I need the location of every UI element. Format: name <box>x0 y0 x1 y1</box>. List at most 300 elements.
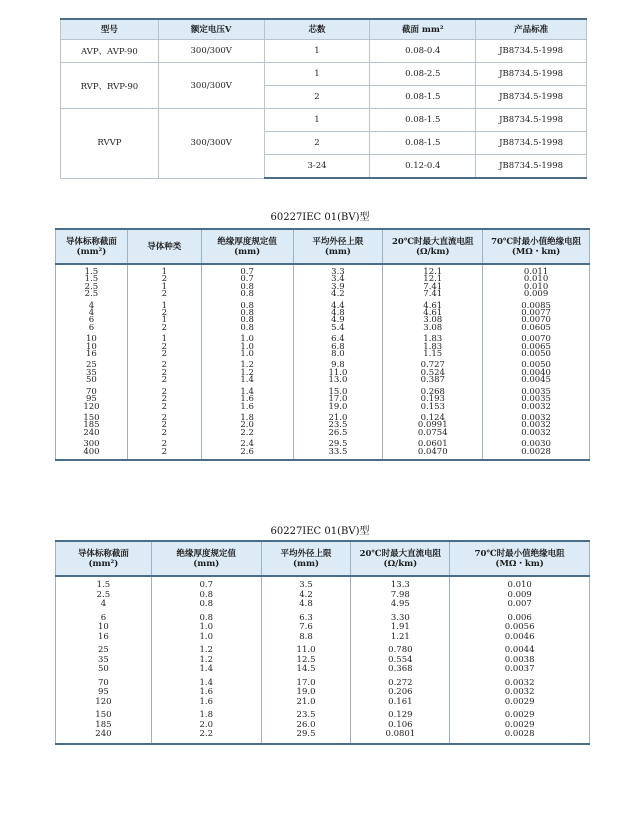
cell-c3: 26.5 <box>293 430 383 437</box>
cell-section: 70 <box>56 675 152 689</box>
cell-section: 95 <box>56 688 152 698</box>
table-row <box>56 325 590 332</box>
column-header-label: 绝缘厚度规定值 <box>176 548 236 559</box>
cell-section: 400 <box>56 449 128 460</box>
cell-section: 6 <box>56 317 128 324</box>
cell-c5: 0.0077 <box>483 310 590 317</box>
column-header <box>450 541 590 576</box>
cell-section: 0.08-1.5 <box>370 132 476 155</box>
cell-c1: 1 <box>127 299 201 310</box>
cell-section: 1.5 <box>56 264 128 276</box>
cell-section: 16 <box>56 633 152 643</box>
cell-c1: 2 <box>127 385 201 396</box>
cell-c2: 0.7 <box>201 264 293 276</box>
cell-c1: 1 <box>127 332 201 343</box>
cell-section: 0.08-2.5 <box>370 63 476 86</box>
cell-c2: 0.8 <box>201 325 293 332</box>
cell-c2: 29.5 <box>261 730 351 744</box>
cell-c5: 0.0050 <box>483 351 590 358</box>
table-row <box>56 411 590 422</box>
cell-c1: 2 <box>127 358 201 369</box>
column-header-label: 70℃时最小值绝缘电阻 <box>474 548 565 559</box>
table-row <box>56 377 590 384</box>
cell-section: 10 <box>56 332 128 343</box>
column-header-label: 平均外径上限 <box>312 236 364 247</box>
cell-section: 16 <box>56 351 128 358</box>
table-row <box>56 675 590 689</box>
cell-c4: 12.1 <box>383 264 483 276</box>
cell-c3: 3.4 <box>293 276 383 283</box>
cell-c5: 0.0032 <box>483 404 590 411</box>
cell-section: 35 <box>56 656 152 666</box>
cell-c3: 3.3 <box>293 264 383 276</box>
cell-c3: 29.5 <box>293 437 383 448</box>
table-row <box>61 40 587 63</box>
cell-c2: 2.6 <box>201 449 293 460</box>
cell-c2: 1.2 <box>201 370 293 377</box>
bv-table <box>55 540 590 745</box>
cell-c5: 0.010 <box>483 276 590 283</box>
cell-c3: 23.5 <box>293 422 383 429</box>
column-header <box>293 229 383 264</box>
cell-c5: 0.0032 <box>483 430 590 437</box>
cell-c4: 4.61 <box>383 299 483 310</box>
cell-c2: 6.3 <box>261 610 351 624</box>
table-row <box>56 385 590 396</box>
table-row <box>61 63 587 86</box>
cell-voltage: 300/300V <box>158 63 264 109</box>
table-row <box>56 430 590 437</box>
cell-c3: 6.8 <box>293 344 383 351</box>
cell-c2: 1.2 <box>201 358 293 369</box>
cell-c4: 0.0056 <box>450 623 590 633</box>
cell-c5: 0.0030 <box>483 437 590 448</box>
cell-c5: 0.0032 <box>483 422 590 429</box>
table-row <box>56 437 590 448</box>
cell-c3: 4.95 <box>351 600 450 610</box>
cell-c4: 1.83 <box>383 344 483 351</box>
cell-section: 0.08-1.5 <box>370 109 476 132</box>
column-header-unit: (Ω/km) <box>383 558 418 569</box>
cell-cores: 1 <box>264 63 370 86</box>
cell-c5: 0.009 <box>483 291 590 298</box>
cell-c4: 0.0044 <box>450 642 590 656</box>
cell-section: 10 <box>56 344 128 351</box>
cell-c3: 4.2 <box>293 291 383 298</box>
cell-c1: 2 <box>127 411 201 422</box>
column-header-label: 20℃时最大直流电阻 <box>359 548 442 559</box>
table-row <box>56 422 590 429</box>
cell-c5: 0.0028 <box>483 449 590 460</box>
cell-c1: 1 <box>127 284 201 291</box>
cell-section: 35 <box>56 370 128 377</box>
cell-c2: 7.6 <box>261 623 351 633</box>
cell-c1: 2.0 <box>151 721 261 731</box>
cell-section: 4 <box>56 310 128 317</box>
cell-c4: 0.0754 <box>383 430 483 437</box>
column-header <box>483 229 590 264</box>
cell-c3: 7.98 <box>351 591 450 601</box>
column-header-unit: (MΩ・km) <box>511 246 561 257</box>
cell-c4: 0.387 <box>383 377 483 384</box>
cell-c3: 0.554 <box>351 656 450 666</box>
column-header <box>151 541 261 576</box>
cell-c1: 2 <box>127 377 201 384</box>
cell-section: 6 <box>56 325 128 332</box>
cell-c4: 0.0601 <box>383 437 483 448</box>
cell-c4: 0.524 <box>383 370 483 377</box>
cell-c4: 0.124 <box>383 411 483 422</box>
column-header <box>261 541 351 576</box>
cell-section: 120 <box>56 698 152 708</box>
cell-section: 185 <box>56 721 152 731</box>
cell-c3: 33.5 <box>293 449 383 460</box>
cell-c2: 0.8 <box>201 291 293 298</box>
cell-c1: 2 <box>127 370 201 377</box>
cell-section: 185 <box>56 422 128 429</box>
cell-c1: 2 <box>127 344 201 351</box>
cell-section: 95 <box>56 396 128 403</box>
cell-cores: 1 <box>264 109 370 132</box>
cell-c4: 0.007 <box>450 600 590 610</box>
cell-c4: 7.41 <box>383 291 483 298</box>
cell-c4: 0.0032 <box>450 688 590 698</box>
cell-c1: 1 <box>127 317 201 324</box>
cell-c1: 1.0 <box>151 623 261 633</box>
cell-section: 50 <box>56 665 152 675</box>
cell-c3: 1.91 <box>351 623 450 633</box>
cell-c2: 4.8 <box>261 600 351 610</box>
cell-section: 240 <box>56 730 152 744</box>
cell-c4: 0.153 <box>383 404 483 411</box>
cell-c4: 0.727 <box>383 358 483 369</box>
table-row <box>56 698 590 708</box>
column-header-label: 绝缘厚度规定值 <box>217 236 277 247</box>
table-row <box>56 299 590 310</box>
cell-c5: 0.0070 <box>483 317 590 324</box>
cell-section: 2.5 <box>56 591 152 601</box>
cell-c3: 15.0 <box>293 385 383 396</box>
cell-c4: 12.1 <box>383 276 483 283</box>
column-header <box>201 229 293 264</box>
table-row <box>56 332 590 343</box>
cell-section: 70 <box>56 385 128 396</box>
cell-section: 50 <box>56 377 128 384</box>
cell-voltage: 300/300V <box>158 109 264 179</box>
cell-section: 150 <box>56 411 128 422</box>
cell-section: 1.5 <box>56 576 152 591</box>
column-header-label: 平均外径上限 <box>280 548 332 559</box>
table-row <box>56 358 590 369</box>
header-model: 型号 <box>61 19 159 40</box>
cell-c1: 1.4 <box>151 675 261 689</box>
cell-c3: 13.0 <box>293 377 383 384</box>
cell-c5: 0.0605 <box>483 325 590 332</box>
column-header-label: 导体标称截面 <box>77 548 129 559</box>
cell-c5: 0.0085 <box>483 299 590 310</box>
cell-c3: 0.106 <box>351 721 450 731</box>
cell-c4: 1.83 <box>383 332 483 343</box>
cell-c1: 1.2 <box>151 642 261 656</box>
cell-c2: 11.0 <box>261 642 351 656</box>
table-row <box>56 610 590 624</box>
cell-c5: 0.0032 <box>483 411 590 422</box>
cell-section: 150 <box>56 707 152 721</box>
cell-c3: 9.8 <box>293 358 383 369</box>
cell-c5: 0.0050 <box>483 358 590 369</box>
table-row <box>56 404 590 411</box>
cell-c3: 8.0 <box>293 351 383 358</box>
cell-c3: 6.4 <box>293 332 383 343</box>
cell-c4: 3.08 <box>383 325 483 332</box>
cell-c2: 0.7 <box>201 276 293 283</box>
bv-table-with-conductor-type <box>55 228 590 461</box>
cell-c3: 0.780 <box>351 642 450 656</box>
cell-section: 120 <box>56 404 128 411</box>
table-row <box>56 633 590 643</box>
cell-c2: 2.2 <box>201 430 293 437</box>
cell-c2: 1.0 <box>201 351 293 358</box>
header-standard: 产品标准 <box>476 19 587 40</box>
cell-standard: JB8734.5-1998 <box>476 86 587 109</box>
cell-c1: 1.4 <box>151 665 261 675</box>
cell-cores: 3-24 <box>264 155 370 179</box>
cell-c3: 4.9 <box>293 317 383 324</box>
table-row <box>56 600 590 610</box>
cell-section: 0.12-0.4 <box>370 155 476 179</box>
cell-section: 0.08-1.5 <box>370 86 476 109</box>
cell-standard: JB8734.5-1998 <box>476 155 587 179</box>
cell-c3: 21.0 <box>293 411 383 422</box>
cell-c1: 1.8 <box>151 707 261 721</box>
cell-c4: 0.0029 <box>450 707 590 721</box>
cell-c4: 0.0032 <box>450 675 590 689</box>
cell-c3: 0.272 <box>351 675 450 689</box>
cell-c5: 0.0040 <box>483 370 590 377</box>
cell-section: 6 <box>56 610 152 624</box>
cell-standard: JB8734.5-1998 <box>476 63 587 86</box>
cell-c2: 0.8 <box>201 299 293 310</box>
column-header-label: 20℃时最大直流电阻 <box>391 236 474 247</box>
column-header-unit: (MΩ・km) <box>495 558 544 569</box>
cell-c2: 19.0 <box>261 688 351 698</box>
cell-c2: 14.5 <box>261 665 351 675</box>
cell-c4: 0.0046 <box>450 633 590 643</box>
cell-c5: 0.0035 <box>483 396 590 403</box>
cell-c2: 17.0 <box>261 675 351 689</box>
table-row <box>61 109 587 132</box>
cell-c3: 17.0 <box>293 396 383 403</box>
cell-c2: 0.8 <box>201 284 293 291</box>
cell-c1: 0.8 <box>151 591 261 601</box>
cell-section: 4 <box>56 299 128 310</box>
table-row <box>56 665 590 675</box>
cell-section: 1.5 <box>56 276 128 283</box>
table-header-row <box>56 229 590 264</box>
cell-model: RVVP <box>61 109 159 179</box>
cell-c3: 19.0 <box>293 404 383 411</box>
cell-c2: 2.4 <box>201 437 293 448</box>
table-header-row <box>61 19 587 40</box>
column-header-unit: (mm²) <box>88 558 119 569</box>
cell-c3: 4.4 <box>293 299 383 310</box>
column-header <box>383 229 483 264</box>
cell-c4: 0.010 <box>450 576 590 591</box>
table-title: 60227IEC 01(BV)型 <box>270 526 370 537</box>
cell-c5: 0.0065 <box>483 344 590 351</box>
cell-c4: 0.0038 <box>450 656 590 666</box>
cell-standard: JB8734.5-1998 <box>476 132 587 155</box>
cell-c4: 3.08 <box>383 317 483 324</box>
column-header-label: 导体标称截面 <box>65 236 117 247</box>
cell-c5: 0.010 <box>483 284 590 291</box>
cell-c3: 0.368 <box>351 665 450 675</box>
cell-voltage: 300/300V <box>158 40 264 63</box>
table-row <box>56 576 590 591</box>
cell-c1: 1.0 <box>151 633 261 643</box>
table-header-row <box>56 541 590 576</box>
cell-c2: 1.4 <box>201 377 293 384</box>
column-header-unit: (mm) <box>193 558 220 569</box>
cell-c1: 2 <box>127 430 201 437</box>
column-header-unit: (mm) <box>234 246 261 257</box>
cell-c2: 0.8 <box>201 317 293 324</box>
cell-c1: 1.6 <box>151 698 261 708</box>
cell-c5: 0.0070 <box>483 332 590 343</box>
cell-section: 2.5 <box>56 284 128 291</box>
cell-c1: 2 <box>127 396 201 403</box>
cell-c1: 1.2 <box>151 656 261 666</box>
cable-model-table <box>60 18 587 179</box>
cell-c2: 1.8 <box>201 411 293 422</box>
cell-c2: 1.6 <box>201 404 293 411</box>
cell-standard: JB8734.5-1998 <box>476 109 587 132</box>
table-row <box>56 449 590 460</box>
table-row <box>56 351 590 358</box>
cell-c2: 23.5 <box>261 707 351 721</box>
cell-model: AVP、AVP-90 <box>61 40 159 63</box>
cell-standard: JB8734.5-1998 <box>476 40 587 63</box>
cell-c1: 2 <box>127 449 201 460</box>
header-voltage: 额定电压V <box>158 19 264 40</box>
cell-cores: 2 <box>264 132 370 155</box>
cell-c4: 0.0029 <box>450 698 590 708</box>
table-row <box>56 310 590 317</box>
column-header <box>56 229 128 264</box>
cell-c3: 0.129 <box>351 707 450 721</box>
cell-c2: 8.8 <box>261 633 351 643</box>
cell-c4: 0.268 <box>383 385 483 396</box>
cell-c4: 0.0028 <box>450 730 590 744</box>
table-row <box>56 264 590 276</box>
cell-c3: 1.21 <box>351 633 450 643</box>
table-row <box>56 276 590 283</box>
cell-c4: 7.41 <box>383 284 483 291</box>
cell-c2: 2.0 <box>201 422 293 429</box>
cell-c2: 4.2 <box>261 591 351 601</box>
table-row <box>56 344 590 351</box>
cell-c1: 0.7 <box>151 576 261 591</box>
cell-model: RVP、RVP-90 <box>61 63 159 109</box>
cell-c2: 1.6 <box>201 396 293 403</box>
table-row <box>56 396 590 403</box>
cell-c1: 0.8 <box>151 600 261 610</box>
header-cores: 芯数 <box>264 19 370 40</box>
cell-c4: 0.193 <box>383 396 483 403</box>
cell-c1: 2.2 <box>151 730 261 744</box>
cell-cores: 2 <box>264 86 370 109</box>
column-header-label: 70℃时最小值绝缘电阻 <box>491 236 582 247</box>
cell-c4: 0.006 <box>450 610 590 624</box>
cell-section: 300 <box>56 437 128 448</box>
table-title: 60227IEC 01(BV)型 <box>270 212 370 223</box>
column-header <box>127 229 201 264</box>
table-row <box>56 291 590 298</box>
cell-c3: 3.30 <box>351 610 450 624</box>
cell-c2: 3.5 <box>261 576 351 591</box>
cell-c2: 0.8 <box>201 310 293 317</box>
cell-c1: 1.6 <box>151 688 261 698</box>
column-header-unit: (mm) <box>293 558 320 569</box>
cell-c5: 0.011 <box>483 264 590 276</box>
cell-section: 0.08-0.4 <box>370 40 476 63</box>
table-row <box>56 707 590 721</box>
cell-section: 4 <box>56 600 152 610</box>
table-row <box>56 284 590 291</box>
cell-c2: 1.0 <box>201 344 293 351</box>
cell-c5: 0.0045 <box>483 377 590 384</box>
table-row <box>56 317 590 324</box>
cell-c1: 2 <box>127 276 201 283</box>
header-section: 截面 mm² <box>370 19 476 40</box>
cell-cores: 1 <box>264 40 370 63</box>
cell-c4: 0.0470 <box>383 449 483 460</box>
column-header-label: 导体种类 <box>147 241 182 252</box>
cell-c3: 0.206 <box>351 688 450 698</box>
table-row <box>56 730 590 744</box>
cell-c1: 0.8 <box>151 610 261 624</box>
cell-c1: 2 <box>127 291 201 298</box>
cell-c4: 0.0037 <box>450 665 590 675</box>
cell-c3: 4.8 <box>293 310 383 317</box>
cell-c2: 21.0 <box>261 698 351 708</box>
cell-section: 2.5 <box>56 291 128 298</box>
column-header <box>351 541 450 576</box>
cell-section: 25 <box>56 358 128 369</box>
cell-c3: 0.161 <box>351 698 450 708</box>
cell-c4: 1.15 <box>383 351 483 358</box>
cell-c3: 13.3 <box>351 576 450 591</box>
column-header <box>56 541 152 576</box>
cell-c2: 26.0 <box>261 721 351 731</box>
cell-c2: 12.5 <box>261 656 351 666</box>
cell-c1: 1 <box>127 264 201 276</box>
cell-c4: 4.61 <box>383 310 483 317</box>
cell-c1: 2 <box>127 422 201 429</box>
column-header-unit: (Ω/km) <box>415 246 450 257</box>
cell-c3: 11.0 <box>293 370 383 377</box>
table-row <box>56 642 590 656</box>
table-row <box>56 370 590 377</box>
cell-c1: 2 <box>127 351 201 358</box>
cell-section: 25 <box>56 642 152 656</box>
cell-c3: 3.9 <box>293 284 383 291</box>
cell-c2: 1.0 <box>201 332 293 343</box>
cell-c3: 0.0801 <box>351 730 450 744</box>
cell-c1: 2 <box>127 310 201 317</box>
cell-c4: 0.0991 <box>383 422 483 429</box>
column-header-unit: (mm) <box>324 246 351 257</box>
